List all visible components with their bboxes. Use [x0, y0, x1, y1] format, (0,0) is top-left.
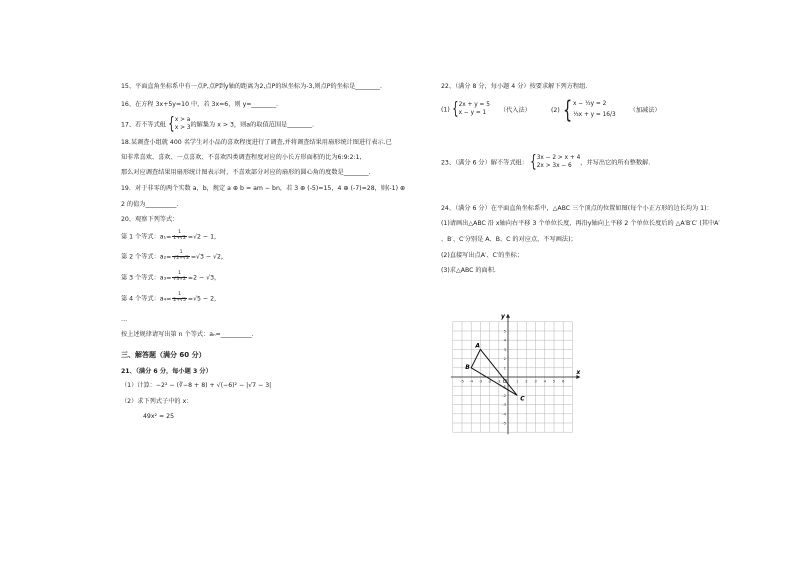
- equation-3-numerator: 1: [172, 272, 187, 278]
- question-24-line-5: (3)求△ABC 的面积.: [441, 267, 496, 274]
- y-tick-label: 1: [503, 365, 506, 371]
- q23-suffix: ，并写出它的所有整数解.: [580, 159, 651, 167]
- x-tick-label: 5: [552, 378, 556, 384]
- equation-2-rhs: =√3 − √2，: [190, 253, 228, 261]
- equation-4-fraction: [172, 293, 187, 304]
- question-18-line-2: 知非常喜欢、喜欢、一点喜欢、不喜欢四类调查程度对应的小长方形面积的比为6:9:2:1,: [121, 154, 362, 161]
- question-18-line-3: 那么对应调查结果用扇形统计图表示时，不喜欢部分对应的扇形的圆心角的度数是________.: [121, 169, 371, 176]
- q22-part-1-eq-a: 2x + y = 5: [458, 101, 490, 108]
- question-21-equation: 49x² = 25: [143, 413, 175, 420]
- equation-1-denominator: 1+√2: [173, 235, 186, 241]
- brace-glyph: {: [562, 96, 572, 124]
- equation-1-rhs: =√2 − 1，: [187, 233, 221, 241]
- equation-4-numerator: 1: [172, 293, 187, 299]
- q22-part-2-eq-a: x − ½y = 2: [573, 101, 607, 107]
- origin-label: O: [503, 379, 507, 385]
- q22-part-2-method: （加减法）: [629, 107, 661, 114]
- x-tick-label: -3: [478, 378, 483, 384]
- question-24-line-2: (1)请画出△ABC 沿 x轴向右平移 3 个单位长度，再沿y轴向上平移 2 个单位长度后的 △A′B′C′ (其中A′: [441, 220, 720, 227]
- question-22-heading: 22、（满分 8 分，每小题 4 分）按要求解下列方程组.: [441, 83, 588, 90]
- question-21-part-2: （2）求下列式子中的 x：: [121, 398, 193, 405]
- x-tick-label: -1: [496, 378, 501, 384]
- x-axis-label: x: [576, 369, 581, 376]
- q23-prefix: 23、（满分 6 分）解不等式组：: [441, 159, 528, 167]
- q22-part-2-eq-b: ⅓x + y = 16/3: [573, 112, 616, 118]
- q22-part-1-system: [459, 102, 490, 118]
- coordinate-grid: [448, 305, 608, 445]
- brace-glyph: {: [451, 99, 459, 119]
- q22-part-1-method: （代入法）: [499, 106, 531, 114]
- x-tick-label: 6: [561, 378, 565, 384]
- equation-2-fraction: [172, 251, 190, 262]
- q17-system-line-1: x > a: [174, 116, 191, 123]
- x-tick-label: 2: [525, 378, 528, 384]
- q22-part-2-system: [573, 99, 616, 121]
- equation-1-fraction: [172, 231, 187, 242]
- q22-part-1-label: (1): [441, 106, 450, 114]
- question-22-part-2: [551, 98, 661, 122]
- brace-glyph: {: [168, 114, 175, 134]
- equation-2-label: 第 2 个等式：a₂=: [121, 253, 172, 261]
- x-tick-label: -4: [469, 378, 474, 384]
- question-15: 15、平面直角坐标系中有一点P,点P到y轴的距离为2,点P的纵坐标为-3,则点P的坐标是________.: [121, 83, 382, 90]
- x-tick-label: 3: [534, 378, 537, 384]
- ellipsis: …: [121, 316, 128, 323]
- equation-1: [121, 231, 220, 242]
- y-tick-label: -3: [502, 402, 506, 408]
- question-24-line-4: (2)直接写出点A′、C′的坐标；: [441, 252, 524, 259]
- section-3-heading: 三、解答题（满分 60 分）: [121, 351, 206, 359]
- question-22-part-1: [441, 101, 531, 118]
- q17-prefix: 17、若不等式组: [121, 121, 166, 129]
- equation-3-fraction: [172, 272, 187, 283]
- question-24-line-3: 、B′、C′分别是 A、B、C 的对应点，不写画法)；: [441, 236, 577, 243]
- equation-2-denominator: √2+√3: [173, 255, 189, 261]
- y-axis-label: y: [501, 312, 505, 320]
- q23-ineq-b: 2x > 3x − 6: [536, 162, 572, 169]
- equation-2: [121, 251, 227, 262]
- y-tick-label: 4: [503, 337, 506, 343]
- question-19-line-1: 19．对于非零的两个实数 a，b，规定 a ⊕ b = am − bn，若 3 ⊕ (-5)=15，4 ⊕ (-7)=28，则(-1) ⊕: [121, 185, 406, 192]
- equation-2-numerator: 1: [172, 251, 190, 257]
- equation-3-rhs: =2 − √3，: [187, 274, 221, 282]
- brace-glyph: {: [530, 152, 537, 172]
- question-20-general: 按上述规律请写出第 n 个等式：aₙ=__________.: [121, 331, 254, 338]
- q22-part-2-label: (2): [551, 107, 560, 114]
- q17-suffix: 的解集为 x > 3，则a的取值范围是________.: [190, 121, 314, 129]
- y-tick-label: 2: [503, 356, 506, 362]
- equation-3: [121, 272, 220, 283]
- question-17: [121, 116, 314, 133]
- y-tick-label: 3: [503, 346, 506, 352]
- vertex-label-a: A: [475, 342, 481, 350]
- question-21-heading: 21、（满分 6 分，每小题 3 分）: [121, 368, 212, 375]
- x-tick-label: 1: [515, 378, 519, 384]
- y-tick-label: -1: [502, 383, 506, 389]
- question-16: 16、在方程 3x+5y=10 中，若 3x=6，则 y=________.: [121, 101, 279, 108]
- x-tick-label: 4: [543, 378, 547, 384]
- equation-4-denominator: 2+√5: [173, 297, 186, 303]
- y-tick-label: -4: [502, 411, 506, 417]
- x-tick-label: -2: [487, 378, 492, 384]
- x-tick-label: -5: [460, 378, 464, 384]
- equation-4-label: 第 4 个等式：a₄=: [121, 295, 172, 303]
- q23-ineq-a: 3x − 2 > x + 4: [536, 154, 581, 161]
- equation-4: [121, 293, 220, 304]
- q23-system: [537, 155, 581, 171]
- y-tick-label: -2: [502, 392, 506, 398]
- question-20: 20、观察下列等式：: [121, 216, 179, 223]
- y-axis-arrow-icon: [506, 314, 510, 318]
- q17-system: [175, 117, 191, 133]
- question-23: [441, 154, 650, 171]
- equation-3-denominator: √3+2: [173, 276, 186, 282]
- vertex-label-c: C: [520, 395, 525, 403]
- q17-system-line-2: x > 3: [174, 124, 191, 131]
- question-24-line-1: 24、（满分 6 分）在平面直角坐标系中，△ABC 三个顶点的位置如图(每个小正方形的边长均为 1)：: [441, 205, 713, 212]
- question-19-line-2: 2 的值为__________.: [121, 201, 179, 208]
- equation-1-label: 第 1 个等式：a₁=: [121, 233, 172, 241]
- y-tick-label: -5: [502, 420, 506, 426]
- q22-part-1-eq-b: x − y = 1: [458, 109, 487, 116]
- equation-1-numerator: 1: [172, 231, 187, 237]
- triangle-abc: [471, 346, 517, 395]
- equation-4-rhs: =√5 − 2，: [187, 295, 221, 303]
- equation-3-label: 第 3 个等式：a₃=: [121, 274, 172, 282]
- question-21-part-1: （1）计算：−2² − (∛−8 + 8) + √(−6)² − |√7 − 3|: [121, 382, 272, 389]
- y-tick-label: 5: [503, 328, 506, 334]
- question-18-line-1: 18.某调查小组就 400 名学生对小品的喜欢程度进行了调查,并将调查结果用扇形统计图进行表示.已: [121, 139, 392, 146]
- vertex-label-b: B: [465, 363, 470, 371]
